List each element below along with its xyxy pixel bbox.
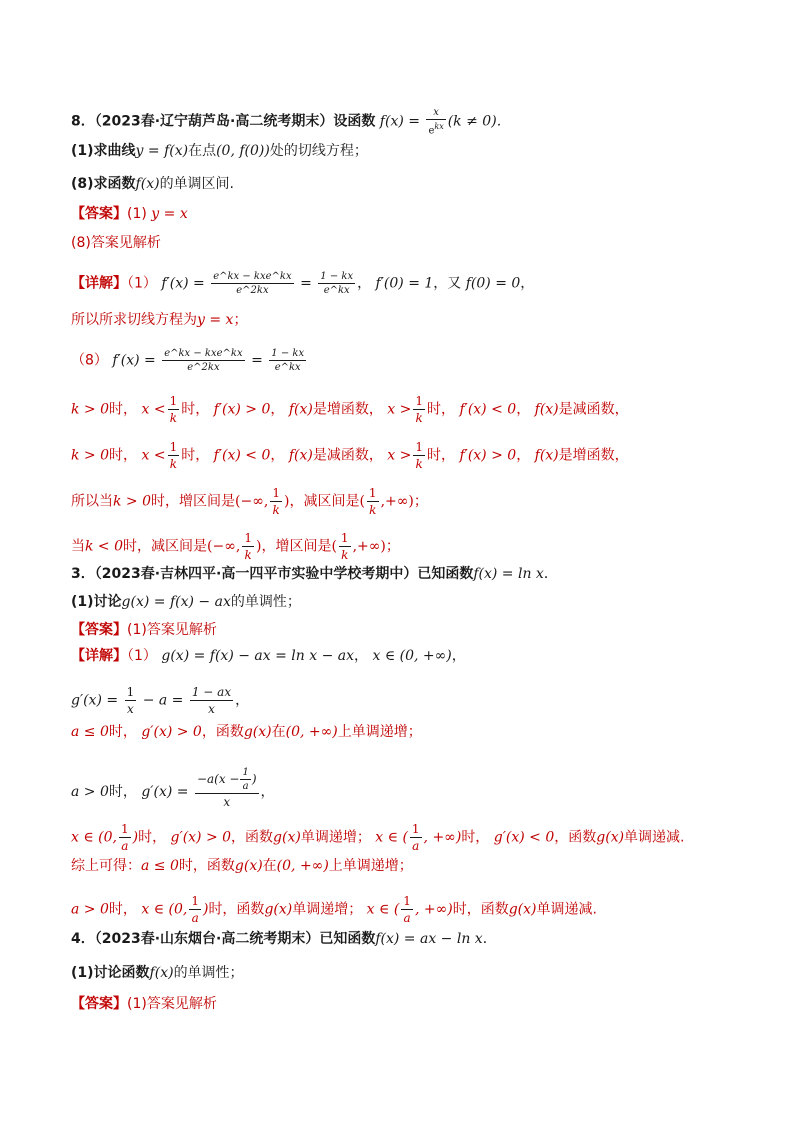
q8-part2: (8)求函数f(x)的单调区间. bbox=[71, 176, 235, 192]
q3-answer-1: 【答案】(1)答案见解析 bbox=[71, 622, 217, 638]
detail-label: 【详解】 bbox=[71, 648, 127, 664]
q3-detail-4: a > 0时， g′(x) = −a(x − $\frac{1}{a}$ ) x ， bbox=[71, 767, 275, 809]
q8-summary-2: 当k < 0时，减区间是(−∞, $\frac{1}{k}$ )，增区间是( $\frac{1}{k}$ ,+∞)； bbox=[71, 531, 400, 562]
q3-detail-3: a ≤ 0时， g′(x) > 0，函数g(x)在(0, +∞)上单调递增； bbox=[71, 724, 422, 740]
q8-header: 8．（2023春·辽宁葫芦岛·高二统考期末）设函数 bbox=[71, 113, 376, 130]
q8-header-line bbox=[71, 106, 511, 137]
detail-label: 【详解】 bbox=[71, 275, 127, 292]
q3-detail-6: 综上可得：a ≤ 0时，函数g(x)在(0, +∞)上单调递增； bbox=[71, 858, 413, 874]
q3-detail-7: a > 0时， x ∈ (0, $\frac{1}{a}$ )时，函数g(x)单调递增； x ∈ ( $\frac{1}{a}$ , +∞)时，函数g(x)单调递减. bbox=[71, 894, 597, 925]
q4-part1: (1)讨论函数f(x)的单调性； bbox=[71, 965, 244, 981]
q8-case-row-2: k > 0时， x < $\frac{1}{k}$ 时， f′(x) < 0， f(x)是减函数， x > $\frac{1}{k}$ 时， f′(x) > 0， f(x)是增函数， bbox=[71, 440, 629, 471]
q8-detail-1: 【详解】（1） f′(x) = $\frac{\text{e\textasciicircum{}kx − kxe\textasciicircum{}kx}}{e\^{}2kx}$ = $\frac{1 - kx}{e\^{}kx}$ ， f′(0) = 1，又 f(0) = 0， bbox=[71, 271, 535, 296]
q4-header: 4．（2023春·山东烟台·高二统考期末）已知函数 bbox=[71, 931, 376, 947]
answer-label: 【答案】 bbox=[71, 206, 127, 222]
q3-detail-1: 【详解】（1） g(x) = f(x) − ax = ln x − ax， x ∈ (0, +∞)， bbox=[71, 648, 466, 664]
q8-part1: (1)求曲线y = f(x)在点(0, f(0))处的切线方程； bbox=[71, 143, 368, 159]
q3-detail-5: x ∈ (0, $\frac{1}{a}$ )时， g′(x) > 0，函数g(x)单调递增； x ∈ ( $\frac{1}{a}$ , +∞)时， g′(x) < 0，函数g(x)单调递减. bbox=[71, 822, 685, 853]
q3-detail-2: g′(x) = $\frac{1}{x}$ − a = $\frac{1 - ax}{x}$ ， bbox=[71, 685, 250, 716]
q8-detail-2: 所以所求切线方程为y = x； bbox=[71, 312, 248, 328]
q8-answer-2: (8)答案见解析 bbox=[71, 235, 161, 251]
answer-label: 【答案】 bbox=[71, 622, 127, 638]
q4-header-line: 4．（2023春·山东烟台·高二统考期末）已知函数f(x) = ax − ln x． bbox=[71, 931, 497, 947]
q8-func: f(x) = bbox=[379, 113, 425, 130]
answer-label: 【答案】 bbox=[71, 996, 127, 1012]
q8-func-cond: (k ≠ 0)． bbox=[447, 113, 511, 130]
q8-answer-1: 【答案】(1) y = x bbox=[71, 206, 188, 222]
q3-part1: (1)讨论g(x) = f(x) − ax的单调性； bbox=[71, 594, 301, 610]
q8-case-row-1: k > 0时， x < $\frac{1}{k}$ 时， f′(x) > 0， f(x)是增函数， x > $\frac{1}{k}$ 时， f′(x) < 0， f(x)是减函数， bbox=[71, 394, 629, 425]
q8-func-frac: $\frac{x}{e^{kx}}$ bbox=[428, 107, 444, 137]
q8-detail-3: （8） f′(x) = $\frac{\text{e\textasciicircum{}kx − kxe\textasciicircum{}kx}}{e\^{}2kx}$ = $\frac{1 - kx}{e\^{}kx}$ bbox=[71, 348, 305, 373]
q8-summary-1: 所以当k > 0时，增区间是(−∞, $\frac{1}{k}$ )，减区间是( $\frac{1}{k}$ ,+∞)； bbox=[71, 486, 428, 517]
q3-header: 3．（2023春·吉林四平·高一四平市实验中学校考期中）已知函数 bbox=[71, 566, 474, 582]
q4-answer-1: 【答案】(1)答案见解析 bbox=[71, 996, 217, 1012]
q3-header-line: 3．（2023春·吉林四平·高一四平市实验中学校考期中）已知函数f(x) = ln x． bbox=[71, 566, 558, 582]
